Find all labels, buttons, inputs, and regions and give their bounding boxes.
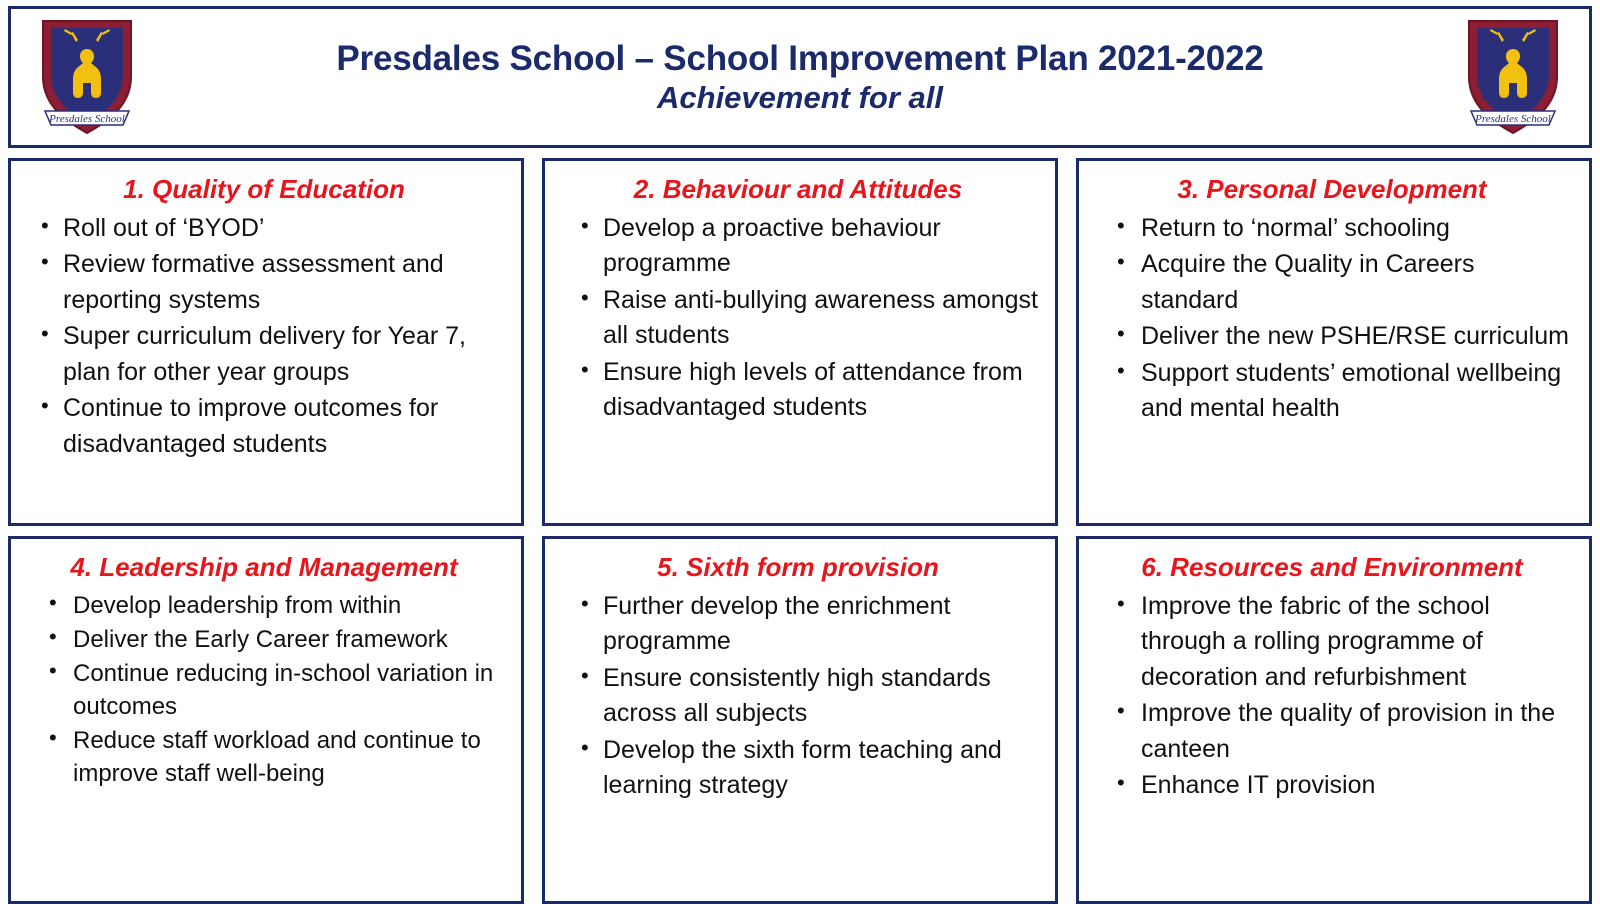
list-item: • Roll out of ‘BYOD’ [21, 211, 507, 247]
list-item: • Return to ‘normal’ schooling [1089, 211, 1575, 247]
priority-card-leadership-and-management [8, 536, 524, 904]
priority-card-quality-of-education [8, 158, 524, 526]
card-bullet-list [21, 589, 507, 791]
priority-card-personal-development [1076, 158, 1592, 526]
list-item: • Ensure consistently high standards across all subjects [555, 661, 1041, 732]
priority-card-behaviour-and-attitudes [542, 158, 1058, 526]
card-title: 1. Quality of Education [123, 174, 405, 204]
list-item: • Develop the sixth form teaching and learning strategy [555, 733, 1041, 804]
list-item: • Develop leadership from within [21, 589, 507, 622]
list-item: • Deliver the Early Career framework [21, 623, 507, 656]
card-title: 3. Personal Development [1177, 174, 1487, 204]
page-title [139, 38, 1461, 116]
card-bullet-list [1089, 211, 1575, 427]
card-title: 5. Sixth form provision [657, 552, 939, 582]
page-title-line1: Presdales School – School Improvement Plan 2021-2022 [336, 38, 1264, 78]
crest-caption-text: Presdales School [49, 113, 125, 125]
card-bullet-list [21, 211, 507, 463]
priorities-grid [8, 158, 1592, 904]
list-item: • Reduce staff workload and continue to improve staff well-being [21, 724, 507, 790]
list-item: • Improve the quality of provision in the canteen [1089, 696, 1575, 767]
list-item: • Continue reducing in-school variation in outcomes [21, 657, 507, 723]
list-item: • Improve the fabric of the school through a rolling programme of decoration and refurbishment [1089, 589, 1575, 696]
list-item: • Continue to improve outcomes for disadvantaged students [21, 391, 507, 462]
list-item: • Ensure high levels of attendance from disadvantaged students [555, 355, 1041, 426]
crest-caption-text: Presdales School [1475, 113, 1551, 125]
list-item: • Review formative assessment and reporting systems [21, 247, 507, 318]
presdales-school-crest-left [35, 15, 139, 139]
card-title: 4. Leadership and Management [70, 552, 458, 582]
card-bullet-list [555, 589, 1041, 804]
list-item: • Further develop the enrichment programme [555, 589, 1041, 660]
list-item: • Develop a proactive behaviour programme [555, 211, 1041, 282]
priority-card-sixth-form-provision [542, 536, 1058, 904]
list-item: • Super curriculum delivery for Year 7, plan for other year groups [21, 319, 507, 390]
priority-card-resources-and-environment [1076, 536, 1592, 904]
document-header [8, 6, 1592, 148]
list-item: • Raise anti-bullying awareness amongst all students [555, 283, 1041, 354]
list-item: • Deliver the new PSHE/RSE curriculum [1089, 319, 1575, 355]
card-bullet-list [555, 211, 1041, 426]
card-title: 2. Behaviour and Attitudes [633, 174, 963, 204]
list-item: • Acquire the Quality in Careers standard [1089, 247, 1575, 318]
card-bullet-list [1089, 589, 1575, 804]
card-title: 6. Resources and Environment [1141, 552, 1523, 582]
list-item: • Enhance IT provision [1089, 768, 1575, 804]
list-item: • Support students’ emotional wellbeing and mental health [1089, 356, 1575, 427]
presdales-school-crest-right [1461, 15, 1565, 139]
page-title-line2: Achievement for all [657, 80, 943, 116]
